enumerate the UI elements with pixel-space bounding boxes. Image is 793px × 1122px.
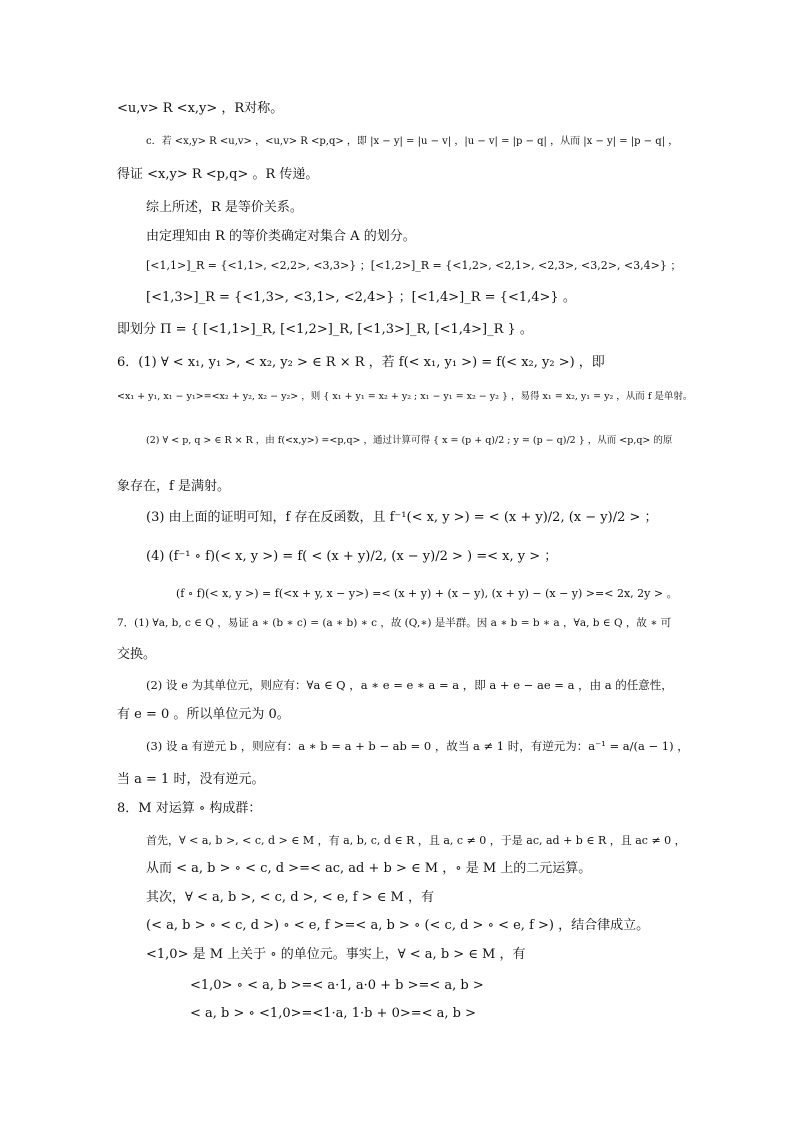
text-line-17: 交换。: [117, 647, 157, 662]
text-line-20: (3) 设 a 有逆元 b ，则应有：a ∗ b = a + b − ab = 0 ，故当 a ≠ 1 时，有逆元为：a⁻¹ = a/(a − 1) ，: [146, 739, 689, 753]
text-line-2: c．若 <x,y> R <u,v> ，<u,v> R <p,q> ，即 |x − y| = |u − v| ，|u − v| = |p − q| ，从而 |x − y| = |p − q| ，: [146, 136, 679, 147]
text-line-15: (f ∘ f)(< x, y >) = f(<x + y, x − y>) =< (x + y) + (x − y), (x + y) − (x − y) >=< 2x, 2y > 。: [176, 587, 678, 600]
text-line-7: [<1,3>]_R = {<1,3>, <3,1>, <2,4>} ；[<1,4>]_R = {<1,4>} 。: [146, 290, 576, 305]
text-line-8: 即划分 Π = { [<1,1>]_R, [<1,2>]_R, [<1,3>]_R, [<1,4>]_R } 。: [117, 322, 533, 337]
text-line-12: 象存在，f 是满射。: [117, 479, 230, 494]
text-line-5: 由定理知由 R 的等价类确定对集合 A 的划分。: [146, 229, 416, 244]
text-line-18: (2) 设 e 为其单位元，则应有：∀a ∈ Q ，a ∗ e = e ∗ a = a ，即 a + e − ae = a ，由 a 的任意性，: [146, 678, 673, 692]
text-line-24: 从而 < a, b > ∘ < c, d >=< ac, ad + b > ∈ M ，∘ 是 M 上的二元运算。: [146, 861, 592, 876]
text-line-26: (< a, b > ∘ < c, d >) ∘ < e, f >=< a, b > ∘ (< c, d > ∘ < e, f >) ，结合律成立。: [146, 918, 650, 933]
text-line-28: <1,0> ∘ < a, b >=< a·1, a·0 + b >=< a, b >: [190, 978, 484, 993]
text-line-25: 其次，∀ < a, b >, < c, d >, < e, f > ∈ M ，有: [146, 890, 434, 905]
text-line-23: 首先，∀ < a, b >, < c, d > ∈ M ，有 a, b, c, d ∈ R ，且 a, c ≠ 0 ，于是 ac, ad + b ∈ R ，且 ac ≠ 0 ，: [146, 834, 686, 847]
text-line-9: 6．(1) ∀ < x₁, y₁ >, < x₂, y₂ > ∈ R × R ，若 f(< x₁, y₁ >) = f(< x₂, y₂ >) ，即: [117, 355, 605, 370]
text-line-11: (2) ∀ < p, q > ∈ R × R ，由 f(<x,y>) =<p,q> ，通过计算可得 { x = (p + q)/2 ; y = (p − q)/2 } ，从而 <p,q> 的原: [146, 435, 673, 446]
text-line-27: <1,0> 是 M 上关于 ∘ 的单位元。事实上，∀ < a, b > ∈ M ，有: [146, 947, 526, 962]
text-line-1: <u,v> R <x,y> ，R对称。: [117, 101, 284, 116]
text-line-14: (4) (f⁻¹ ∘ f)(< x, y >) = f( < (x + y)/2, (x − y)/2 > ) =< x, y > ；: [146, 549, 558, 564]
text-line-10: <x₁ + y₁, x₁ − y₁>=<x₂ + y₂, x₂ − y₂> ，则 { x₁ + y₁ = x₂ + y₂ ; x₁ − y₁ = x₂ − y₂ } ，易得 x₁ = x₂, y₁ = y₂ ，从而 f 是单射。: [117, 391, 693, 402]
text-line-16: 7．(1) ∀a, b, c ∈ Q ，易证 a ∗ (b ∗ c) = (a ∗ b) ∗ c ，故 (Q,∗) 是半群。因 a ∗ b = b ∗ a ，∀a, b ∈ Q ，故 ∗ 可: [117, 617, 672, 629]
text-line-22: 8．M 对运算 ∘ 构成群：: [117, 801, 262, 816]
text-line-29: < a, b > ∘ <1,0>=<1·a, 1·b + 0>=< a, b >: [190, 1006, 477, 1021]
text-line-13: (3) 由上面的证明可知，f 存在反函数，且 f⁻¹(< x, y >) = < (x + y)/2, (x − y)/2 > ；: [146, 510, 658, 525]
text-line-21: 当 a = 1 时，没有逆元。: [117, 772, 265, 787]
text-line-6: [<1,1>]_R = {<1,1>, <2,2>, <3,3>} ；[<1,2>]_R = {<1,2>, <2,1>, <2,3>, <3,2>, <3,4>} ；: [146, 259, 682, 272]
text-line-3: 得证 <x,y> R <p,q> 。R 传递。: [117, 167, 319, 182]
text-line-4: 综上所述，R 是等价关系。: [146, 200, 303, 215]
text-line-19: 有 e = 0 。所以单位元为 0。: [117, 707, 290, 722]
